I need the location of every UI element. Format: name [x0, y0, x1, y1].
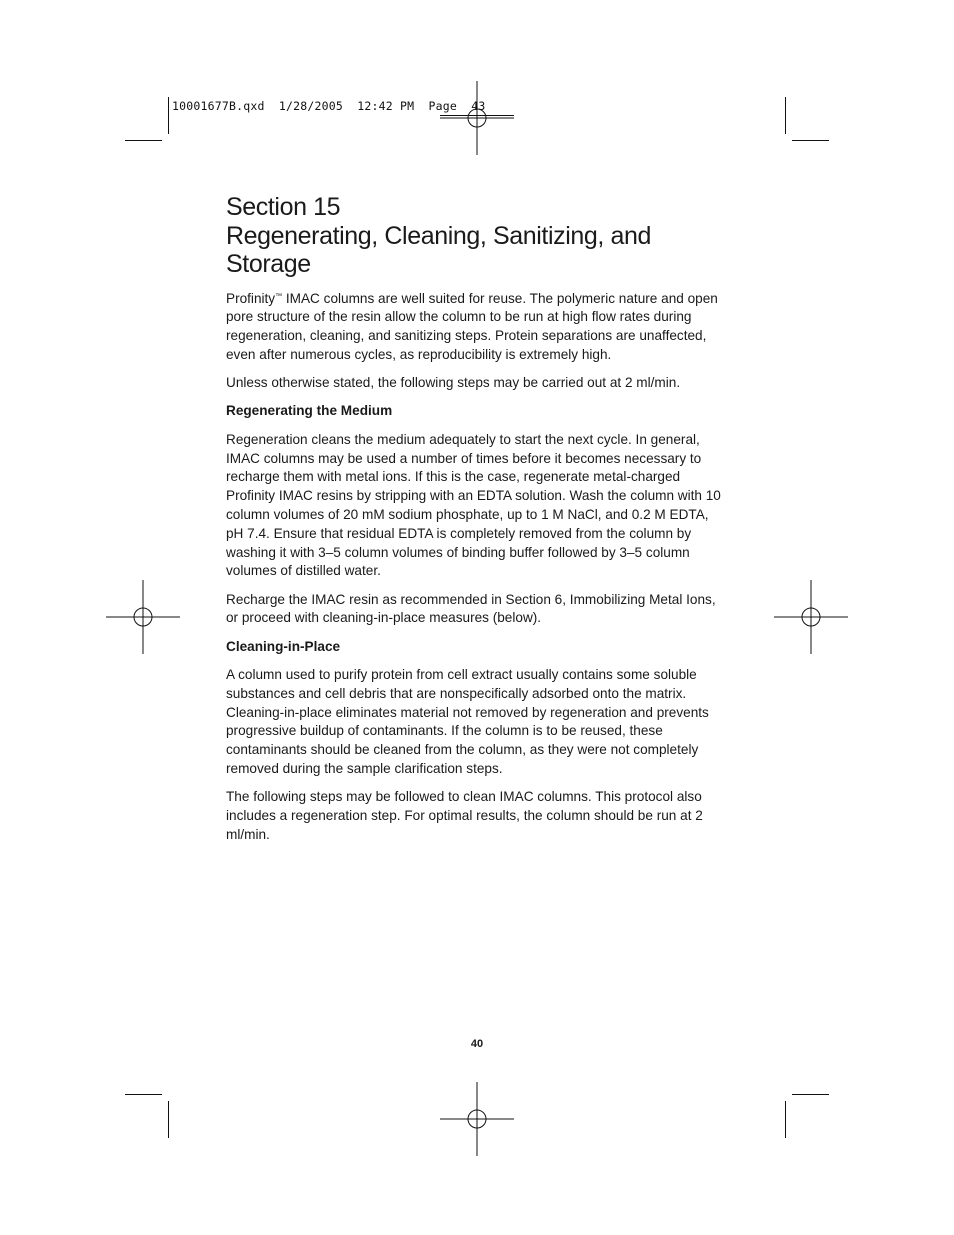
registration-mark-icon [106, 580, 180, 654]
crop-mark-tr-vertical [785, 97, 786, 134]
page-number: 40 [470, 1038, 484, 1050]
flow-rate-note: Unless otherwise stated, the following steps may be carried out at 2 ml/min. [226, 375, 681, 391]
section-number: Section 15 [226, 193, 341, 221]
page-content [226, 193, 722, 854]
slug-filename: 10001677B.qxd [172, 99, 265, 113]
slug-page-label: Page [428, 99, 457, 113]
brand-name: Profinity [226, 290, 276, 306]
crop-mark-br-vertical [785, 1101, 786, 1138]
crop-mark-bl-vertical [168, 1101, 169, 1138]
registration-mark-icon [774, 580, 848, 654]
section-title-line-2: Regenerating, Cleaning, Sanitizing, and [226, 221, 651, 250]
crop-mark-bl-horizontal [125, 1094, 162, 1095]
regenerating-paragraph-1: Regeneration cleans the medium adequately to start the next cycle. In general, IMAC columns may be used a number of times before it becomes necessary to recharge them with metal ions. If this is the case, regenerate metal-charged Profinity IMAC resins by stripping with an EDTA solution. Wash the column with 10 column volumes of 20 mM sodium phosphate, up to 1 M NaCl, and 0.2 M EDTA, pH 7.4. Ensure that residual EDTA is completely removed from the column by washing it with 3–5 column volumes of binding buffer followed by 3–5 column volumes of distilled water. [226, 431, 721, 579]
heading-cleaning-in-place: Cleaning-in-Place [226, 638, 341, 654]
registration-mark-icon [440, 1082, 514, 1156]
heading-regenerating: Regenerating the Medium [226, 403, 393, 419]
slug-date: 1/28/2005 [278, 99, 343, 113]
slug-page-number: 43 [471, 99, 486, 113]
registration-mark-icon [440, 81, 514, 155]
crop-mark-tl-vertical [168, 97, 169, 134]
printer-slug [172, 99, 485, 113]
regenerating-paragraph-2: Recharge the IMAC resin as recommended in Section 6, Immobilizing Metal Ions, or proceed with cleaning-in-place measures (below). [226, 591, 716, 626]
cleaning-paragraph-1: A column used to purify protein from cell extract usually contains some soluble substances and cell debris that are nonspecifically adsorbed onto the matrix. Cleaning-in-place eliminates material not removed by regeneration and prevents progressive buildup of contaminants. If the column is to be reused, these contaminants should be cleaned from the column, as they were not completely removed during the sample clarification steps. [226, 667, 709, 777]
crop-mark-tl-horizontal [125, 140, 162, 141]
crop-mark-tr-horizontal [792, 140, 829, 141]
trademark-symbol: ™ [275, 292, 283, 300]
cleaning-paragraph-2: The following steps may be followed to clean IMAC columns. This protocol also includes a regeneration step. For optimal results, the column should be run at 2 ml/min. [226, 789, 703, 842]
intro-text: IMAC columns are well suited for reuse. The polymeric nature and open pore structure of the resin allow the column to be run at high flow rates during regeneration, cleaning, and sanitizing steps. Protein separations are unaffected, even after numerous cycles, as reproducibility is extremely high. [226, 290, 718, 362]
section-title-line-3: Storage [226, 250, 311, 278]
slug-time: 12:42 PM [357, 99, 415, 113]
crop-mark-br-horizontal [792, 1094, 829, 1095]
section-title [226, 193, 722, 279]
intro-paragraph [226, 290, 722, 365]
